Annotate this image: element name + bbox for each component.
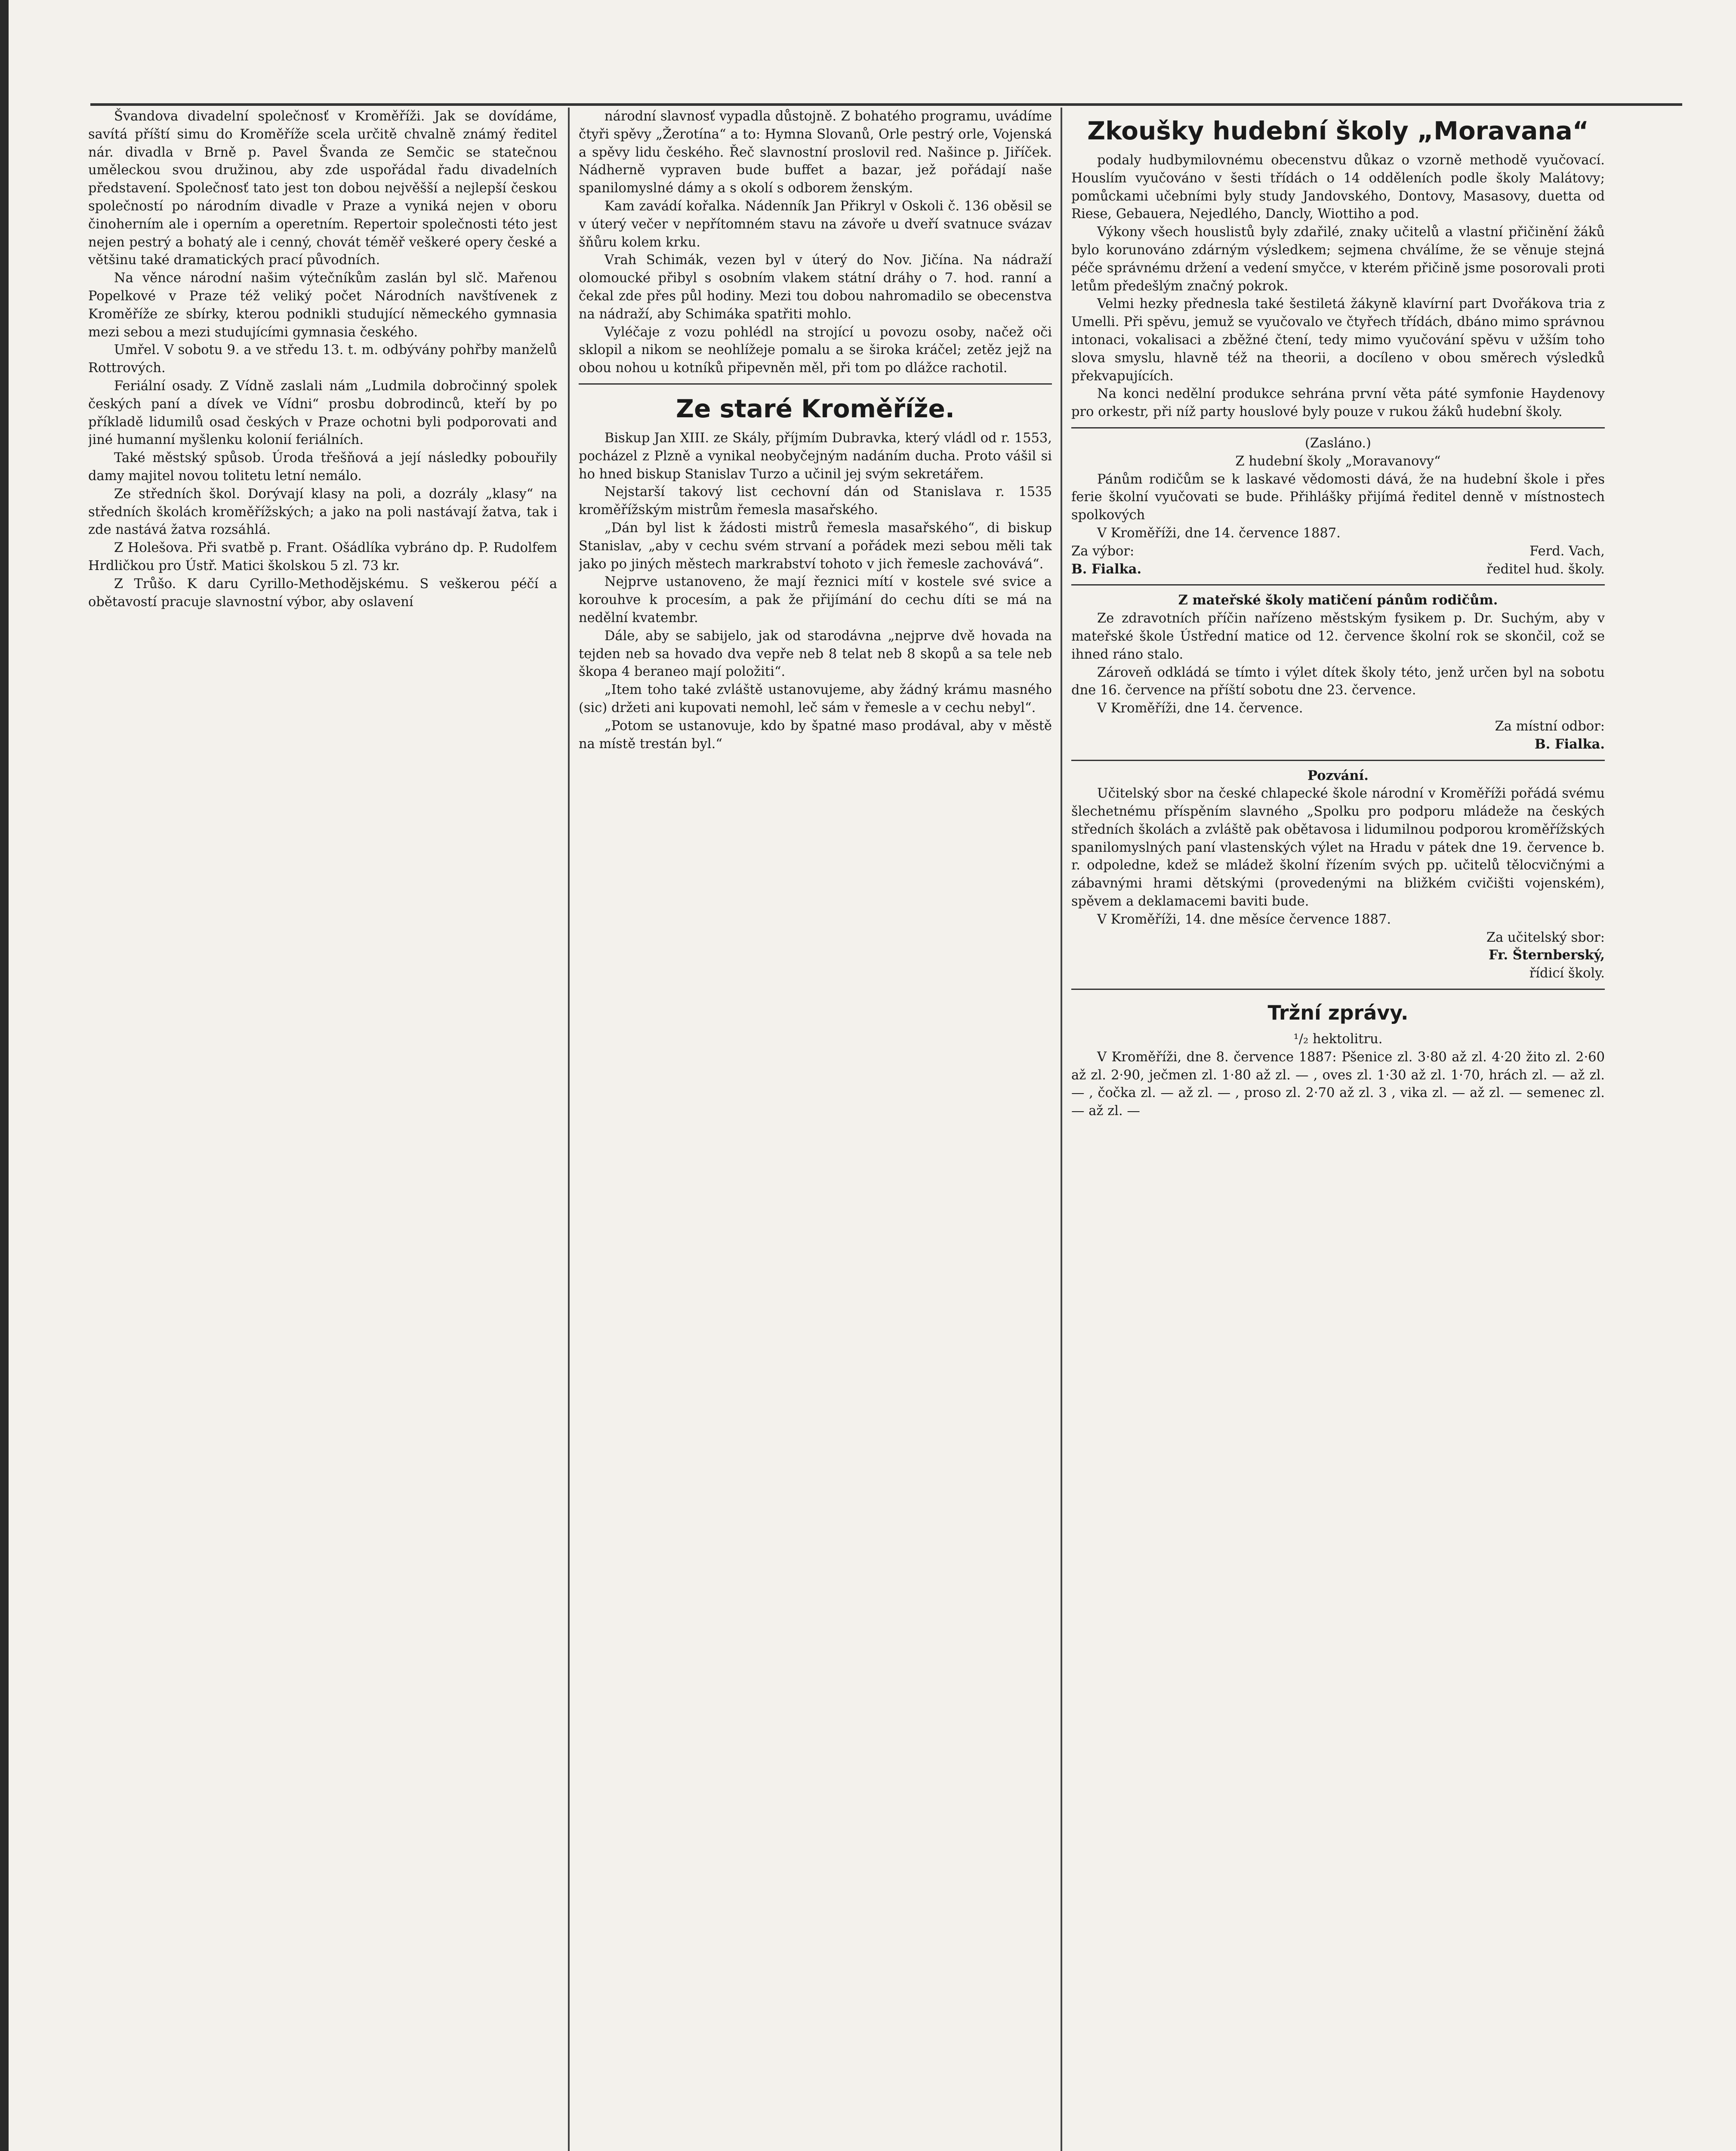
- section-heading: Tržní zprávy.: [1267, 1001, 1409, 1025]
- notice-date: V Kroměříži, dne 14. července.: [1097, 701, 1303, 716]
- section-divider: [1071, 427, 1605, 428]
- article-paragraph: Vrah Schimák, vezen byl v úterý do Nov. Jičína. Na nádraží olomoucké přibyl s osobním vlakem státní dráhy o 7. hod. ranní a čekal zde přes půl hodiny. Mezi tou dobou nahromadilo se obecenstva na nádraží, aby Schimáka spatřiti mohlo.: [579, 253, 1052, 322]
- article-paragraph: „Potom se ustanovuje, kdo by špatné maso prodával, aby v městě na místě trestán byl.“: [579, 718, 1052, 752]
- notice-body: Ze zdravotních příčin nařízeno městským fysikem p. Dr. Suchým, aby v mateřské škole Ústřední matice od 12. července školní rok se skončil, což se ihned ráno stalo.: [1071, 611, 1605, 662]
- signature-name: B. Fialka.: [1534, 736, 1605, 752]
- signature-role: Za místní odbor:: [1495, 718, 1605, 734]
- article-paragraph: Ze středních škol. Dorývají klasy na poli, a dozrály „klasy“ na středních školách kroměřížských; a jako na poli nastávají žatva, tak i zde nastává žatva rozsáhlá.: [88, 486, 557, 538]
- article-paragraph: „Item toho také zvláště ustanovujeme, aby žádný krámu masného (sic) držeti ani kupovati nemohl, leč sám v řemesle a v cechu nebyl“.: [579, 682, 1052, 715]
- notice-body: Pánům rodičům se k laskavé vědomosti dává, že na hudební škole i přes ferie školní vyučovati se bude. Přihlášky přijímá ředitel denně v místnostech spolkových: [1071, 471, 1605, 523]
- article-paragraph: Švandova divadelní společnosť v Kroměříži. Jak se dovídáme, savítá příští simu do Kroměříže scela určitě chvalně známý ředitel nár. divadla v Brně p. Pavel Švanda ze Semčic se statečnou uměleckou svou družinou, aby zde uspořádal řadu divadelních představení. Společnosť tato jest ton dobou nejvěšší a nejlepší českou společností po národním divadle v Praze a vyniká nejen v oboru činoherním ale i operním a operetním. Repertoir společnosti této jest nejen pestrý a bohatý ale i cenný, chovát téměř veškeré opery české a většinu také dramatických prací původních.: [88, 109, 557, 268]
- signature-role: Za učitelský sbor:: [1486, 930, 1605, 945]
- signature-name: Fr. Šternberský,: [1489, 947, 1605, 963]
- article-paragraph: Velmi hezky přednesla také šestiletá žákyně klavírní part Dvořákova tria z Umelli. Při spěvu, jemuž se vyučovalo ve čtyřech třídách, dbáno mimo správnou intonaci, vokalisaci a zběžné čtení, tedy mimo vyučování spěvu v užším toho slova smyslu, hlavně též na theorii, a docíleno v obou směrech výsledků překvapujících.: [1071, 296, 1605, 384]
- market-unit: ¹/₂ hektolitru.: [1293, 1032, 1383, 1047]
- signature-name: B. Fialka.: [1071, 561, 1142, 577]
- section-divider: [1071, 584, 1605, 586]
- section-heading: Zkoušky hudební školy „Moravana“: [1087, 116, 1589, 145]
- article-paragraph: Na věnce národní našim výtečníkům zaslán byl slč. Mařenou Popelkové v Praze též veliký počet Národních navštívenek z Kroměříže ze sbírky, kterou podnikli studující německého gymnasia mezi sebou a mezi studujícími gymnasia českého.: [88, 271, 557, 340]
- signature-role: řídicí školy.: [1529, 966, 1605, 981]
- article-paragraph: Kam zavádí kořalka. Nádenník Jan Přikryl v Oskoli č. 136 oběsil se v úterý večer v nepřítomném stavu na závoře u dveří svatnuce svázav šňůru kolem krku.: [579, 198, 1052, 250]
- notice-date: V Kroměříži, 14. dne měsíce července 1887.: [1097, 912, 1391, 927]
- notice-body: Učitelský sbor na české chlapecké škole národní v Kroměříži pořádá svému šlechetnému příspěním slavného „Spolku pro podporu mládeže na českých středních školách a zvláště pak obětavosa i lidumilnou podporou kroměřížských spanilomyslných paní vlastenských výlet na Hradu v pátek dne 19. července b. r. odpoledne, kdež se mládež školní řízením svých pp. učitelů tělocvičnými a zábavnými hrami dětskými (provedenými na bližkém cvičišti vojenském), spěvem a deklamacemi baviti bude.: [1071, 786, 1605, 909]
- signature-name: Ferd. Vach,: [1529, 543, 1605, 559]
- notice-title: Z hudební školy „Moravanovy“: [1235, 453, 1441, 469]
- notice-label: (Zasláno.): [1305, 435, 1371, 451]
- notice-date: V Kroměříži, dne 14. července 1887.: [1097, 525, 1341, 541]
- article-paragraph: podaly hudbymilovnému obecenstvu důkaz o vzorně methodě vyučovací. Houslím vyučováno v šesti třídách o 14 odděleních podle školy Malátovy; pomůckami učebními byly study Jandovského, Dontovy, Masasovy, duetta od Riese, Gebauera, Nejedlého, Dancly, Wiottiho a pod.: [1071, 153, 1605, 222]
- article-paragraph: Biskup Jan XIII. ze Skály, příjmím Dubravka, který vládl od r. 1553, pocházel z Plzně a vynikal neobyčejným nadáním ducha. Proto vášil si ho hned biskup Stanislav Turzo a učinil jej svým sekretářem.: [579, 430, 1052, 482]
- signature-left: [1071, 542, 1141, 579]
- article-paragraph: Na konci nedělní produkce sehrána první věta páté symfonie Haydenovy pro orkestr, při níž party houslové byly pouze v rukou žáků hudební školy.: [1071, 386, 1605, 420]
- signature-role: ředitel hud. školy.: [1486, 561, 1605, 577]
- article-paragraph: „Dán byl list k žádosti mistrů řemesla masařského“, di biskup Stanislav, „aby v cechu svém strvaní a pořádek mezi sebou měli tak jako po jiných městech markrabství tohoto v jich řemesle zachovává“.: [579, 520, 1052, 572]
- notice-signatures: [1071, 542, 1605, 579]
- column-2: [579, 108, 1052, 2151]
- section-divider: [1071, 989, 1605, 990]
- notice-body: Zároveň odkládá se tímto i výlet dítek školy této, jenž určen byl na sobotu dne 16. července na příští sobotu dne 23. července.: [1071, 665, 1605, 698]
- article-paragraph: Výkony všech houslistů byly zdařilé, znaky učitelů a vlastní přičinění žáků bylo korunováno zdárným výsledkem; sejmena chválíme, že se věnuje stejná péče správnému držení a vedení smyčce, v kterém přičině jsme posorovali proti letům předešlým značný pokrok.: [1071, 225, 1605, 294]
- section-heading: Ze staré Kroměříže.: [676, 394, 955, 423]
- signature-role: Za výbor:: [1071, 543, 1135, 559]
- article-paragraph: národní slavnosť vypadla důstojně. Z bohatého programu, uvádíme čtyři spěvy „Žerotína“ a to: Hymna Slovanů, Orle pestrý orle, Vojenská a spěvy lidu českého. Řeč slavnostní proslovil red. Našince p. Jiříček. Nádherně vypraven bude buffet a bazar, jež pořádají naše spanilomyslné dámy a s okolí s odborem ženským.: [579, 109, 1052, 196]
- scan-edge: [0, 0, 9, 2151]
- column-3: [1071, 108, 1605, 2151]
- article-paragraph: Dále, aby se sabijelo, jak od starodávna „nejprve dvě hovada na tejden neb sa hovado dva vepře neb 8 telat neb 8 skopů a sa tele neb škopa 4 beraneo mají položiti“.: [579, 628, 1052, 680]
- market-prices: V Kroměříži, dne 8. července 1887: Pšenice zl. 3·80 až zl. 4·20 žito zl. 2·60 až zl. 2·90, ječmen zl. 1·80 až zl. — , oves zl. 1·30 až zl. 1·70, hrách zl. — až zl. — , čočka zl. — až zl. — , proso zl. 2·70 až zl. 3 , vika zl. — až zl. — semenec zl. — až zl. —: [1071, 1049, 1605, 1119]
- article-paragraph: Vyléčaje z vozu pohlédl na strojící u povozu osoby, načež oči sklopil a nikom se neohlížeje pomalu a se široka kráčel; zetěz jejž na obou nohou u kotníků připevněn měl, při tom po dlážce rachotil.: [579, 324, 1052, 376]
- section-divider: [1071, 760, 1605, 761]
- column-rule: [568, 108, 570, 2151]
- top-rule: [90, 103, 1682, 106]
- notice-title: Z mateřské školy matičení pánům rodičům.: [1178, 592, 1498, 608]
- article-paragraph: Feriální osady. Z Vídně zaslali nám „Ludmila dobročinný spolek českých paní a dívek ve Vídni“ prosbu dobrodinců, kteří by po příkladě lidumilů osad českých v Praze ochotni byli podporovati and jiné humanní myšlenku kolonií feriálních.: [88, 378, 557, 448]
- article-paragraph: Z Holešova. Při svatbě p. Frant. Ošádlíka vybráno dp. P. Rudolfem Hrdličkou pro Ústř. Matici školskou 5 zl. 73 kr.: [88, 540, 557, 573]
- article-paragraph: Z Trůšo. K daru Cyrillo-Methodějskému. S veškerou péčí a obětavostí pracuje slavnostní výbor, aby oslavení: [88, 576, 557, 610]
- article-paragraph: Také městský spůsob. Úroda třešňová a její následky pobouřily damy majitel novou tolitetu letní nemálo.: [88, 450, 557, 484]
- article-paragraph: Nejstarší takový list cechovní dán od Stanislava r. 1535 kroměřížským mistrům řemesla masařského.: [579, 484, 1052, 518]
- article-paragraph: Umřel. V sobotu 9. a ve středu 13. t. m. odbývány pohřby manželů Rottrových.: [88, 342, 557, 376]
- signature-right: [1486, 542, 1605, 579]
- column-1: [88, 108, 557, 2151]
- article-paragraph: Nejprve ustanoveno, že mají řeznici mítí v kostele své svice a korouhve k procesím, a pak že přijímání do cechu díti se má na nedělní kvatembr.: [579, 574, 1052, 626]
- notice-title: Pozvání.: [1307, 767, 1369, 783]
- section-divider: [579, 383, 1052, 385]
- column-rule: [1061, 108, 1062, 2151]
